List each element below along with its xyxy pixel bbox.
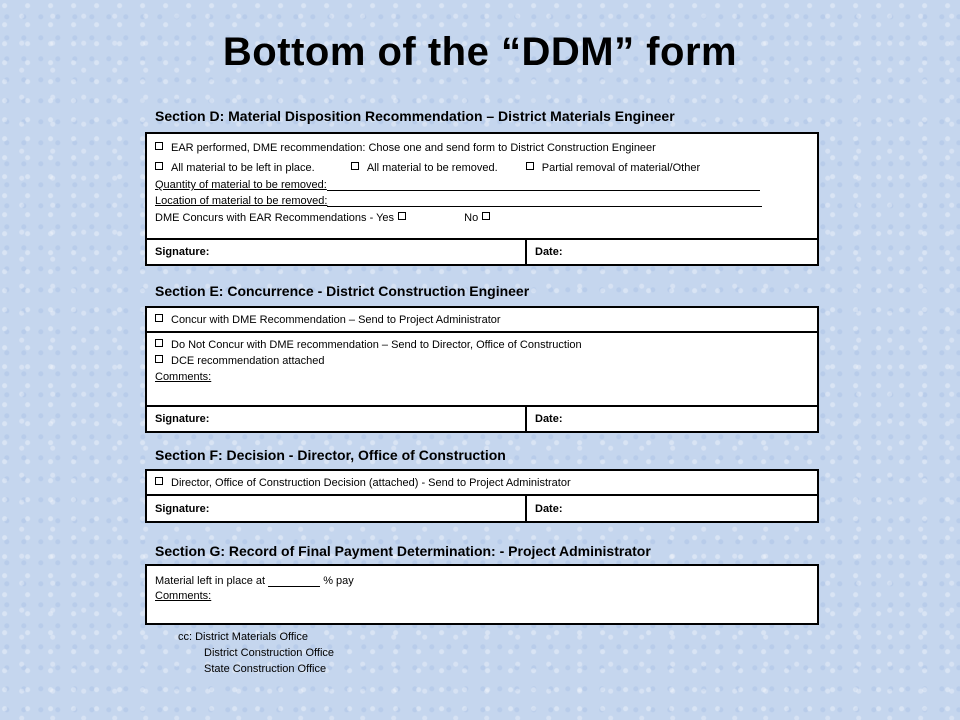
partial-checkbox[interactable] — [526, 162, 534, 170]
ear-checkbox[interactable] — [155, 142, 163, 150]
signature-field[interactable]: Signature: — [147, 496, 527, 521]
signature-field[interactable]: Signature: — [147, 240, 527, 264]
cc-line: District Construction Office — [204, 647, 335, 659]
comments-label: Comments: — [155, 590, 212, 602]
date-field[interactable]: Date: — [535, 413, 563, 425]
quantity-field — [155, 179, 760, 191]
not-concur-line — [155, 339, 582, 351]
quantity-input[interactable] — [327, 179, 760, 191]
comments-label: Comments: — [155, 371, 212, 383]
material-prefix: Material left in place at — [155, 575, 266, 587]
left-in-place-label: All material to be left in place. — [171, 162, 315, 174]
location-label: Location of material to be removed: — [155, 195, 328, 207]
section-d-body — [147, 134, 817, 240]
partial-label: Partial removal of material/Other — [541, 162, 701, 174]
concur-line — [155, 314, 501, 326]
section-g-heading: Section G: Record of Final Payment Determination: - Project Administrator — [155, 543, 651, 559]
removed-label: All material to be removed. — [366, 162, 498, 174]
section-g-box — [145, 564, 819, 625]
location-field — [155, 195, 762, 207]
ear-line — [155, 142, 656, 154]
section-f-decision-row — [147, 471, 817, 496]
no-checkbox[interactable] — [482, 212, 490, 220]
decision-line — [155, 477, 571, 489]
removed-checkbox[interactable] — [351, 162, 359, 170]
page-title: Bottom of the “DDM” form — [222, 30, 738, 74]
section-e-box — [145, 306, 819, 433]
date-field[interactable]: Date: — [535, 246, 563, 258]
dce-attached-label: DCE recommendation attached — [171, 355, 325, 367]
section-e-concur-row — [147, 308, 817, 333]
disposition-options — [155, 162, 700, 174]
decision-checkbox[interactable] — [155, 477, 163, 485]
pay-percent-input[interactable] — [268, 575, 320, 587]
section-f-heading: Section F: Decision - Director, Office of Construction — [155, 447, 506, 463]
dme-concur-label: DME Concurs with EAR Recommendations - Yes — [155, 212, 395, 224]
not-concur-checkbox[interactable] — [155, 339, 163, 347]
cc-line: State Construction Office — [204, 663, 327, 675]
material-pay-line — [155, 575, 354, 587]
signature-field[interactable]: Signature: — [147, 407, 527, 431]
dce-attached-checkbox[interactable] — [155, 355, 163, 363]
concur-label: Concur with DME Recommendation – Send to Project Administrator — [171, 314, 501, 326]
section-f-box — [145, 469, 819, 523]
section-d-heading: Section D: Material Disposition Recommendation – District Materials Engineer — [155, 108, 675, 124]
not-concur-label: Do Not Concur with DME recommendation – Send to Director, Office of Construction — [171, 339, 582, 351]
dme-concur-line — [155, 212, 490, 224]
location-input[interactable] — [327, 195, 762, 207]
ear-text: EAR performed, DME recommendation: Chose one and send form to District Construction Engineer — [171, 142, 656, 154]
cc-list — [178, 629, 334, 677]
section-e-signature-row — [147, 407, 817, 431]
concur-checkbox[interactable] — [155, 314, 163, 322]
section-d-signature-row — [147, 240, 817, 264]
section-f-signature-row — [147, 496, 817, 521]
dce-attached-line — [155, 355, 324, 367]
section-e-not-concur-row — [147, 333, 817, 407]
cc-line: cc: District Materials Office — [178, 631, 308, 643]
section-d-box — [145, 132, 819, 266]
material-suffix: % pay — [323, 575, 354, 587]
decision-label: Director, Office of Construction Decision (attached) - Send to Project Administrator — [171, 477, 571, 489]
section-e-heading: Section E: Concurrence - District Construction Engineer — [155, 283, 530, 299]
quantity-label: Quantity of material to be removed: — [155, 179, 327, 191]
left-in-place-checkbox[interactable] — [155, 162, 163, 170]
yes-checkbox[interactable] — [398, 212, 406, 220]
date-field[interactable]: Date: — [535, 502, 563, 515]
no-label: No — [464, 212, 479, 224]
